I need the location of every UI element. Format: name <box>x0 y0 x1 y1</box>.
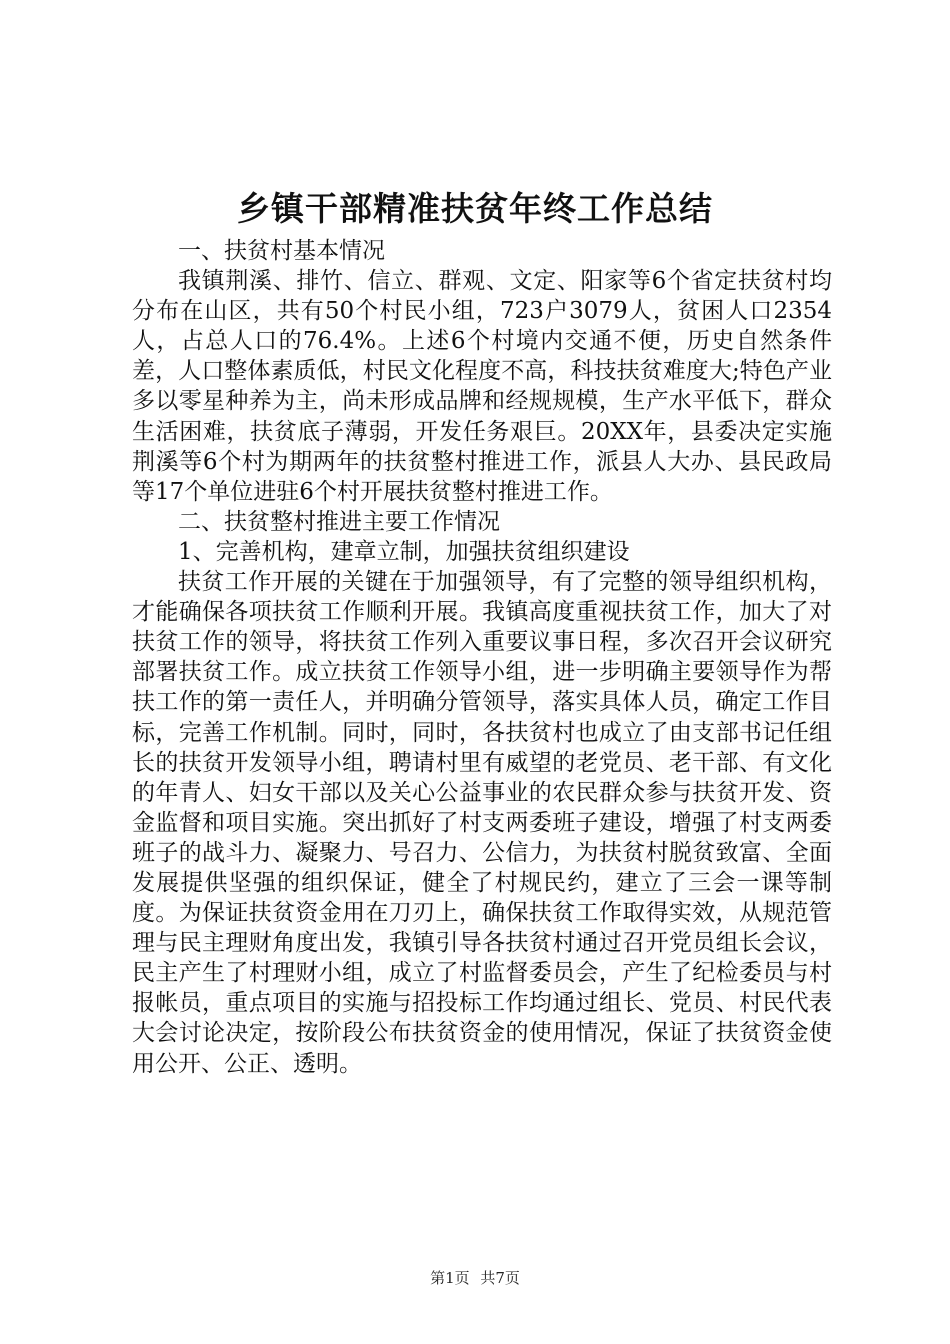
page-number: 第1页 <box>430 1269 470 1287</box>
section-heading-1: 一、扶贫村基本情况 <box>178 238 385 264</box>
section-heading-2: 二、扶贫整村推进主要工作情况 <box>178 508 500 535</box>
subsection-heading-1: 1、完善机构，建章立制，加强扶贫组织建设 <box>178 538 630 565</box>
document-title: 乡镇干部精准扶贫年终工作总结 <box>237 189 713 228</box>
page-footer <box>0 1268 950 1288</box>
paragraph-organization: 扶贫工作开展的关键在于加强领导，有了完整的领导组织机构，才能确保各项扶贫工作顺利开展。我镇高度重视扶贫工作，加大了对扶贫工作的领导，将扶贫工作列入重要议事日程，多次召开会议研究部署扶贫工作。成立扶贫工作领导小组，进一步明确主要领导作为帮扶工作的第一责任人，并明确分管领导，落实具体人员，确定工作目标，完善工作机制。同时，同时，各扶贫村也成立了由支部书记任组长的扶贫开发领导小组，聘请村里有威望的老党员、老干部、有文化的年青人、妇女干部以及关心公益事业的农民群众参与扶贫开发、资金监督和项目实施。突出抓好了村支两委班子建设，增强了村支两委班子的战斗力、凝聚力、号召力、公信力，为扶贫村脱贫致富、全面发展提供坚强的组织保证，健全了村规民约，建立了三会一课等制度。为保证扶贫资金用在刀刃上，确保扶贫工作取得实效，从规范管理与民主理财角度出发，我镇引导各扶贫村通过召开党员组长会议，民主产生了村理财小组，成立了村监督委员会，产生了纪检委员与村报帐员，重点项目的实施与招投标工作均通过组长、党员、村民代表大会讨论决定，按阶段公布扶贫资金的使用情况，保证了扶贫资金使用公开、公正、透明。 <box>132 569 832 1077</box>
page-total: 共7页 <box>480 1269 520 1287</box>
document-body <box>132 236 832 1079</box>
paragraph-village-overview: 我镇荆溪、排竹、信立、群观、文定、阳家等6个省定扶贫村均分布在山区，共有50个村民小组，723户3079人，贫困人口2354人，占总人口的76.4%。上述6个村境内交通不便，历史自然条件差，人口整体素质低，村民文化程度不高，科技扶贫难度大;特色产业多以零星种养为主，尚未形成品牌和经规规模，生产水平低下，群众生活困难，扶贫底子薄弱，开发任务艰巨。20XX年，县委决定实施荆溪等6个村为期两年的扶贫整村推进工作，派县人大办、县民政局等17个单位进驻6个村开展扶贫整村推进工作。 <box>132 268 832 505</box>
